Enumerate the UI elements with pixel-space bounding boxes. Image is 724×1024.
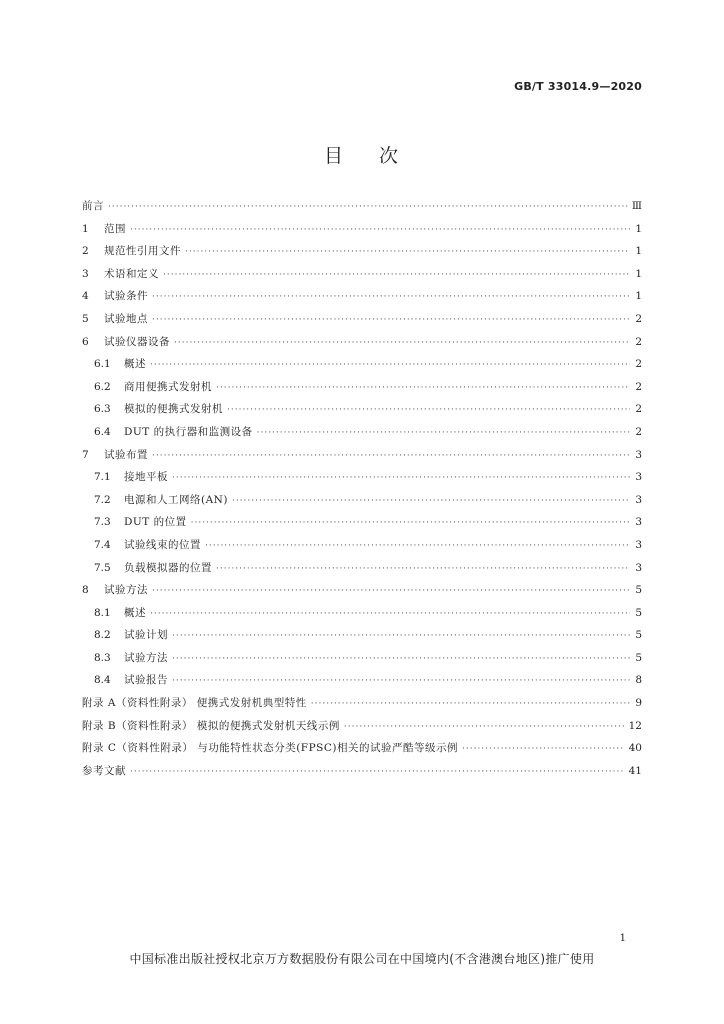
toc-entry-page: 3 — [635, 493, 642, 506]
toc-entry-label: 参考文献 — [82, 764, 126, 777]
toc-dot-leader — [130, 767, 625, 777]
toc-entry-label: 规范性引用文件 — [104, 245, 181, 258]
toc-entry-label: 接地平板 — [124, 471, 168, 484]
toc-entry-label: DUT 的位置 — [124, 516, 187, 529]
toc-entry-page: 41 — [628, 764, 642, 777]
toc-entry-number: 6.4 — [94, 425, 111, 438]
toc-entry-page: 3 — [635, 448, 642, 461]
toc-entry-page: 3 — [635, 561, 642, 574]
toc-entry-page: 40 — [628, 742, 642, 755]
toc-entry-page: 3 — [635, 471, 642, 484]
toc-entry-label: DUT 的执行器和监测设备 — [124, 425, 253, 438]
toc-entry[interactable] — [82, 334, 642, 357]
toc-entry[interactable] — [82, 243, 642, 266]
toc-entry-label: 附录 C（资料性附录） 与功能特性状态分类(FPSC)相关的试验严酷等级示例 — [82, 742, 458, 755]
toc-dot-leader — [152, 315, 630, 325]
toc-entry-page: 1 — [635, 290, 642, 303]
toc-entry-number: 8.3 — [94, 651, 111, 664]
footer-notice: 中国标准出版社授权北京万方数据股份有限公司在中国境内(不含港澳台地区)推广使用 — [129, 952, 595, 966]
toc-entry-number: 2 — [82, 245, 89, 258]
toc-dot-leader — [172, 654, 630, 664]
toc-dot-leader — [462, 744, 625, 754]
toc-dot-leader — [152, 451, 630, 461]
toc-entry-page: 1 — [635, 245, 642, 258]
toc-entry-page: 2 — [635, 425, 642, 438]
toc-entry-page: 9 — [635, 697, 642, 710]
toc-entry[interactable] — [82, 627, 642, 650]
toc-entry-label: 试验计划 — [124, 629, 168, 642]
toc-entry-label: 试验线束的位置 — [124, 538, 201, 551]
toc-dot-leader — [216, 383, 630, 393]
toc-entry-number: 6.1 — [94, 358, 111, 371]
toc-dot-leader — [152, 292, 630, 302]
toc-entry[interactable] — [82, 288, 642, 311]
toc-dot-leader — [257, 428, 630, 438]
toc-dot-leader — [344, 722, 625, 732]
toc-entry-page: 2 — [635, 380, 642, 393]
toc-entry-label: 术语和定义 — [104, 267, 159, 280]
toc-entry[interactable] — [82, 356, 642, 379]
toc-entry-page: 5 — [635, 629, 642, 642]
toc-entry-number: 5 — [82, 312, 89, 325]
toc-entry[interactable] — [82, 492, 642, 515]
toc-entry-number: 8.1 — [94, 606, 111, 619]
toc-entry-label: 概述 — [124, 358, 146, 371]
toc-entry-label: 范围 — [104, 222, 126, 235]
toc-entry-page: 3 — [635, 538, 642, 551]
toc-entry-number: 7.4 — [94, 538, 111, 551]
toc-entry-page: 3 — [635, 516, 642, 529]
toc-dot-leader — [216, 564, 630, 574]
toc-entry-label: 试验报告 — [124, 674, 168, 687]
toc-entry-number: 7 — [82, 448, 89, 461]
toc-entry-page: 12 — [628, 719, 642, 732]
toc-dot-leader — [205, 541, 630, 551]
toc-entry[interactable] — [82, 221, 642, 244]
toc-entry[interactable] — [82, 740, 642, 763]
toc-entry[interactable] — [82, 763, 642, 786]
toc-dot-leader — [152, 586, 630, 596]
toc-entry-label: 前言 — [82, 200, 104, 212]
toc-entry-label: 商用便携式发射机 — [124, 380, 212, 393]
toc-entry-page: 2 — [635, 358, 642, 371]
standard-code: GB/T 33014.9—2020 — [514, 80, 642, 93]
toc-entry-label: 附录 B（资料性附录） 模拟的便携式发射机天线示例 — [82, 719, 340, 732]
page-title: 目次 — [323, 145, 434, 167]
toc-dot-leader — [150, 360, 630, 370]
toc-entry-label: 试验布置 — [104, 448, 148, 461]
toc-entry-number: 4 — [82, 290, 89, 303]
toc-entry-number: 8.2 — [94, 629, 111, 642]
toc-entry-number: 3 — [82, 267, 89, 280]
toc-entry-page: 8 — [635, 674, 642, 687]
toc-entry-number: 7.5 — [94, 561, 111, 574]
toc-entry-number: 6 — [82, 335, 89, 348]
toc-entry[interactable] — [82, 311, 642, 334]
toc-entry-label: 附录 A（资料性附录） 便携式发射机典型特性 — [82, 697, 307, 710]
toc-entry[interactable] — [82, 379, 642, 402]
toc-entry-page: 5 — [635, 651, 642, 664]
toc-dot-leader — [232, 496, 630, 506]
toc-entry-page: 2 — [635, 403, 642, 416]
toc-entry-page: 2 — [635, 312, 642, 325]
toc-dot-leader — [311, 699, 630, 709]
toc-entry-number: 7.1 — [94, 471, 111, 484]
toc-entry-label: 试验方法 — [104, 584, 148, 597]
toc-entry-page: Ⅲ — [631, 200, 642, 212]
toc-dot-leader — [227, 405, 630, 415]
toc-dot-leader — [130, 225, 630, 235]
toc-entry[interactable] — [82, 424, 642, 447]
toc-entry-number: 1 — [82, 222, 89, 235]
toc-dot-leader — [150, 609, 630, 619]
toc-entry[interactable] — [82, 718, 642, 741]
toc-entry-label: 试验仪器设备 — [104, 335, 170, 348]
toc-entry[interactable] — [82, 650, 642, 673]
toc-entry[interactable] — [82, 695, 642, 718]
toc-entry-number: 6.3 — [94, 403, 111, 416]
toc-entry[interactable] — [82, 469, 642, 492]
toc-dot-leader — [172, 473, 630, 483]
toc-entry-label: 试验地点 — [104, 312, 148, 325]
toc-entry-label: 试验条件 — [104, 290, 148, 303]
toc-entry[interactable] — [82, 672, 642, 695]
toc-entry[interactable] — [82, 401, 642, 424]
toc-dot-leader — [108, 202, 628, 212]
toc-entry[interactable] — [82, 582, 642, 605]
toc-entry[interactable] — [82, 605, 642, 628]
toc-dot-leader — [172, 631, 630, 641]
toc-entry[interactable] — [82, 537, 642, 560]
toc-dot-leader — [185, 247, 630, 257]
toc-entry-page: 2 — [635, 335, 642, 348]
toc-entry[interactable] — [82, 447, 642, 470]
table-of-contents — [82, 198, 642, 785]
toc-dot-leader — [172, 676, 630, 686]
toc-entry-number: 6.2 — [94, 380, 111, 393]
toc-entry[interactable] — [82, 514, 642, 537]
toc-entry-page: 5 — [635, 584, 642, 597]
toc-entry-number: 7.3 — [94, 516, 111, 529]
toc-entry-label: 概述 — [124, 606, 146, 619]
toc-entry-number: 8.4 — [94, 674, 111, 687]
toc-entry-label: 模拟的便携式发射机 — [124, 403, 223, 416]
toc-entry-label: 电源和人工网络(AN) — [124, 493, 228, 506]
toc-entry-number: 7.2 — [94, 493, 111, 506]
toc-entry[interactable] — [82, 198, 642, 221]
toc-entry-page: 1 — [635, 222, 642, 235]
toc-entry-page: 1 — [635, 267, 642, 280]
toc-dot-leader — [174, 338, 630, 348]
toc-entry-label: 试验方法 — [124, 651, 168, 664]
toc-entry-number: 8 — [82, 584, 89, 597]
toc-dot-leader — [163, 270, 630, 280]
page-number: 1 — [619, 933, 626, 944]
toc-dot-leader — [191, 518, 630, 528]
toc-entry-page: 5 — [635, 606, 642, 619]
toc-entry-label: 负载模拟器的位置 — [124, 561, 212, 574]
toc-entry[interactable] — [82, 560, 642, 583]
toc-entry[interactable] — [82, 266, 642, 289]
